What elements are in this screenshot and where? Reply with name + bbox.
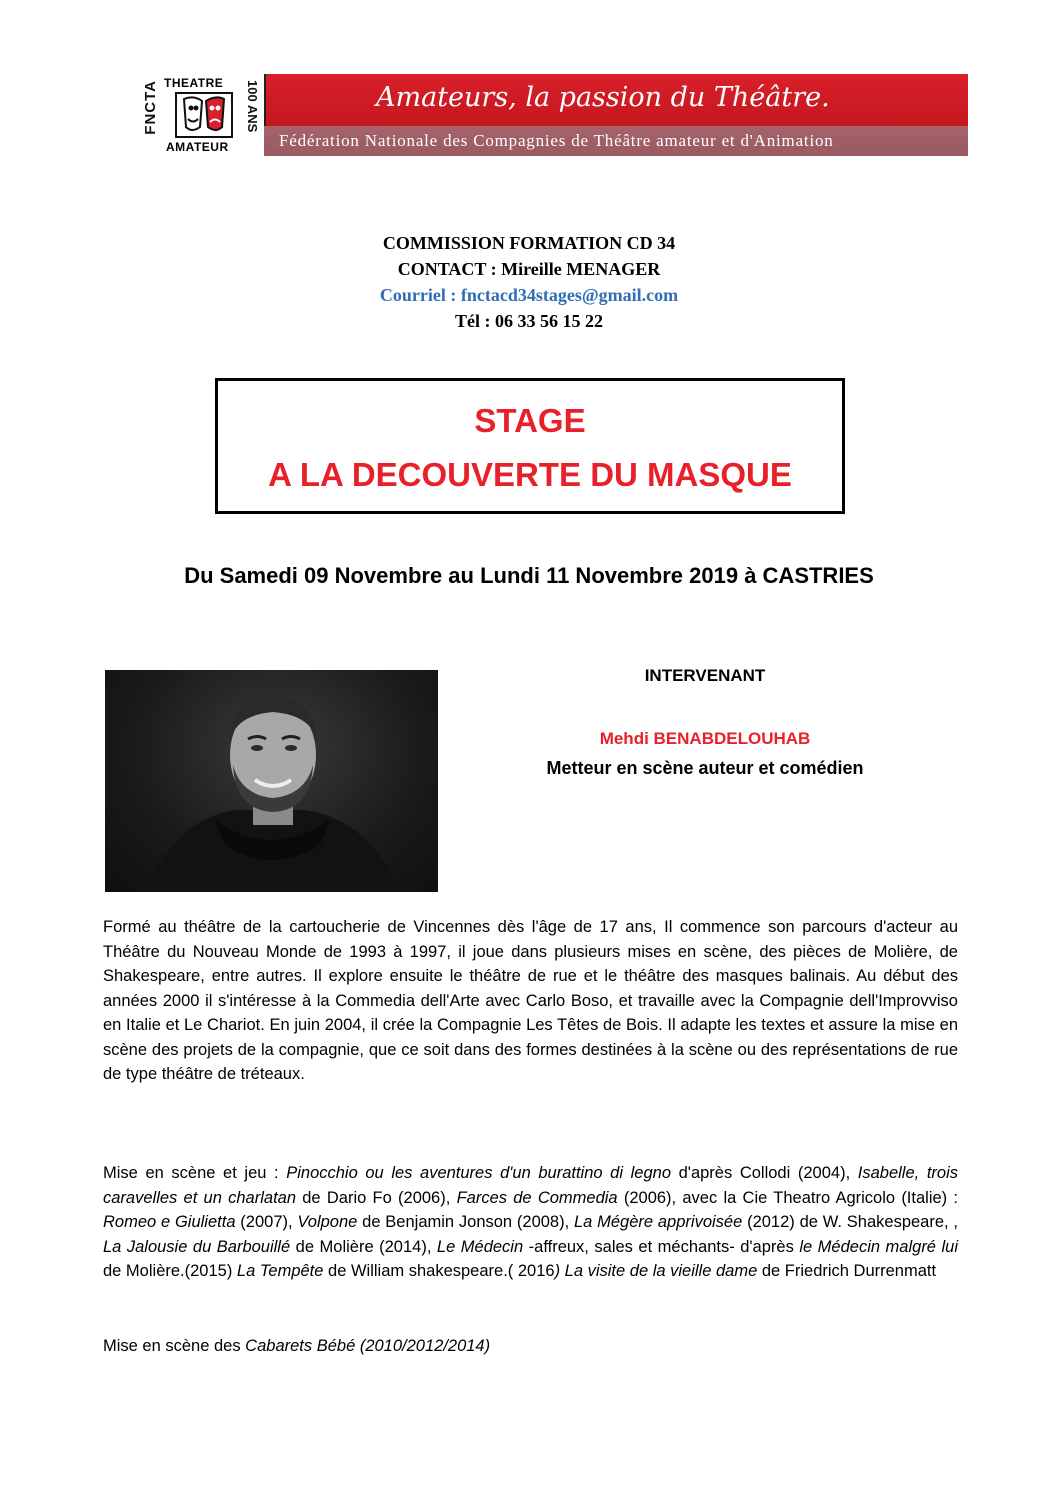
work-title: Isabelle, trois caravelles et un charlatan	[103, 1164, 958, 1207]
contact-line: CONTACT : Mireille MENAGER	[397, 259, 661, 279]
text-span: de Benjamin Jonson (2008),	[357, 1213, 574, 1231]
contact-block	[0, 230, 1058, 334]
work-title: Farces de Commedia	[456, 1188, 618, 1207]
work-title: le Médecin malgré lui	[799, 1237, 958, 1256]
title-box	[215, 378, 845, 514]
text-span: (2012) de W. Shakespeare, ,	[742, 1213, 958, 1231]
portrait-illustration	[105, 670, 438, 892]
work-title: La Tempête	[236, 1262, 324, 1280]
text-span: de Molière.(2015)	[103, 1262, 237, 1280]
logo-fncta-text: FNCTA	[142, 80, 159, 135]
phone-line: Tél : 06 33 56 15 22	[455, 311, 603, 331]
work-title: Le Médecin	[436, 1237, 524, 1256]
text-span: Mise en scène des	[103, 1337, 246, 1355]
work-title: ) La visite de la vieille dame	[554, 1262, 758, 1280]
bio-paragraph-2	[103, 1161, 958, 1284]
work-title: Cabarets Bébé (2010/2012/2014)	[245, 1337, 491, 1355]
text-span: Mise en scène et jeu :	[103, 1164, 287, 1182]
text-span: -affreux, sales et méchants- d'après	[523, 1237, 800, 1256]
text-span: (2006), avec la Cie Theatro Agricolo (Italie) :	[617, 1188, 958, 1207]
work-title: La Jalousie du Barbouillé	[103, 1237, 291, 1256]
bio-paragraph-1: Formé au théâtre de la cartoucherie de Vincennes dès l'âge de 17 ans, Il commence son parcours d'acteur au Théâtre du Nouveau Monde de 1993 à 1997, il joue dans plusieurs mises en scène, des pièces de Molière, de Shakespeare, entre autres. Il explore ensuite le théâtre de rue et le théâtre des masques balinais. Au début des années 2000 il s'intéresse à la Commedia dell'Arte avec Carlo Boso, et travaille avec la Compagnie dell'Improvviso en Italie et Le Chariot. En juin 2004, il crée la Compagnie Les Têtes de Bois. Il adapte les textes et assure la mise en scène des projets de la compagnie, que ce soit dans des formes destinées à la scène ou des représentations de rue de type théâtre de tréteaux.	[103, 918, 958, 1083]
commission-line: COMMISSION FORMATION CD 34	[382, 233, 676, 253]
text-span: de Molière (2014),	[290, 1237, 437, 1256]
title-stage: STAGE	[474, 402, 586, 439]
banner-slogan: Amateurs, la passion du Théâtre.	[376, 82, 830, 113]
text-span: d'après Collodi (2004),	[671, 1164, 858, 1182]
logo-100-ans-text: 100 ANS	[245, 80, 260, 133]
title-masque: A LA DECOUVERTE DU MASQUE	[268, 456, 792, 493]
intervenant-photo	[105, 670, 438, 892]
work-title: Pinocchio ou les aventures d'un burattino di legno	[286, 1164, 672, 1182]
text-span: de Dario Fo (2006),	[296, 1188, 457, 1207]
text-span: (2007),	[235, 1213, 298, 1231]
stage-dates: Du Samedi 09 Novembre au Lundi 11 Novembre 2019 à CASTRIES	[184, 563, 874, 588]
intervenant-name: Mehdi BENABDELOUHAB	[599, 729, 811, 748]
email-line[interactable]: Courriel : fnctacd34stages@gmail.com	[379, 285, 679, 305]
work-title: Volpone	[297, 1213, 358, 1231]
text-span: de William shakespeare.( 2016	[323, 1262, 555, 1280]
header-banner	[136, 74, 968, 156]
intervenant-role: Metteur en scène auteur et comédien	[546, 758, 864, 778]
logo-amateur-text: AMATEUR	[166, 140, 229, 154]
theatre-mask-icon	[174, 91, 234, 139]
work-title: Romeo e Giulietta	[103, 1213, 236, 1231]
fncta-logo	[136, 74, 266, 156]
text-span: de Friedrich Durrenmatt	[757, 1262, 937, 1280]
bio-paragraph-3	[103, 1334, 958, 1359]
intervenant-label: INTERVENANT	[644, 666, 766, 685]
logo-theatre-text: THEATRE	[164, 76, 224, 90]
work-title: La Mégère apprivoisée	[573, 1213, 743, 1231]
federation-name: Fédération Nationale des Compagnies de Théâtre amateur et d'Animation	[279, 131, 834, 150]
